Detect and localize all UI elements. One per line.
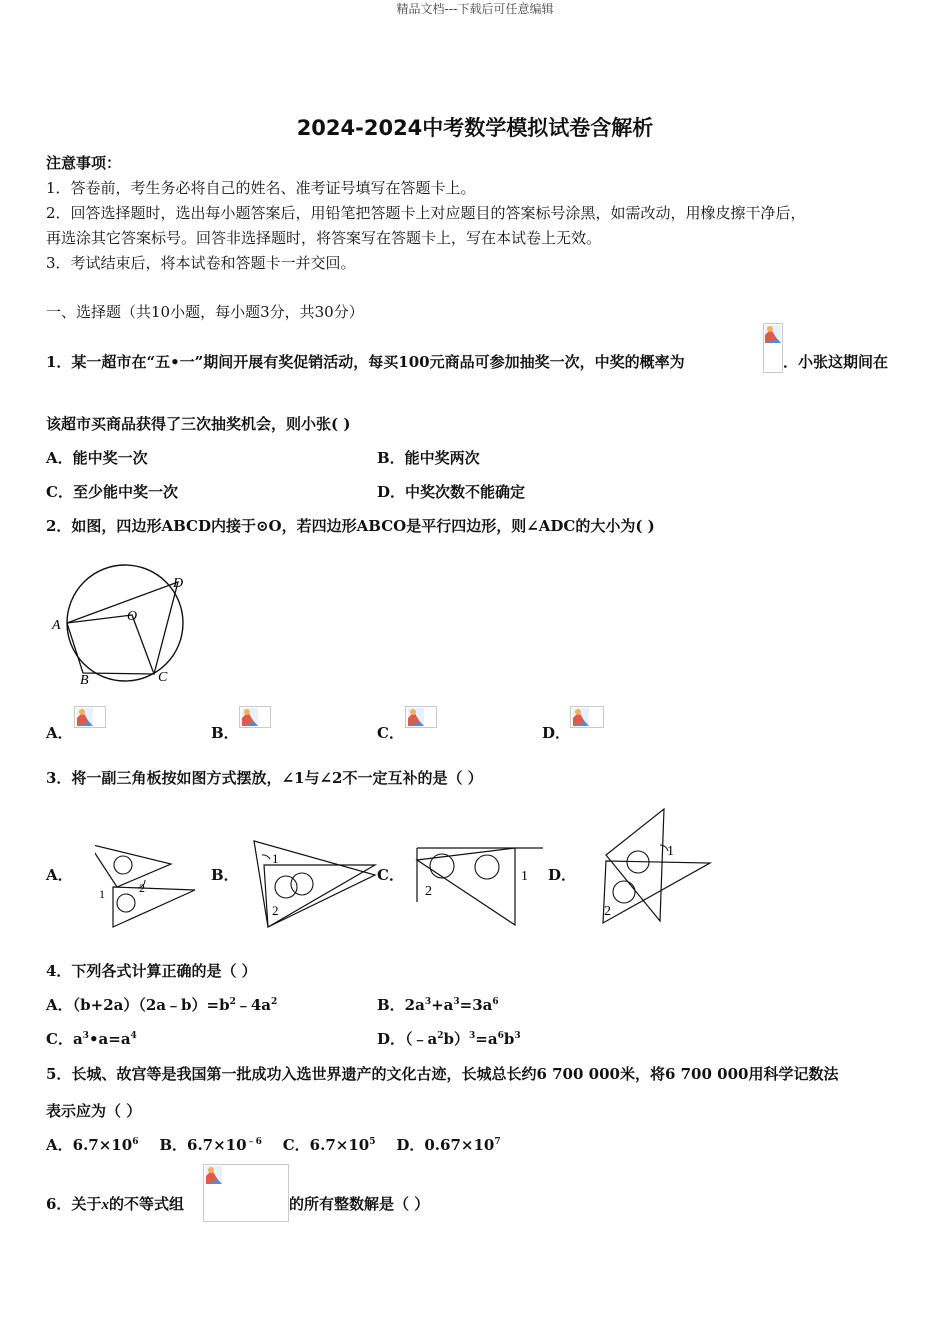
q4-text: 4．下列各式计算正确的是（ ）: [46, 962, 257, 980]
parallelogram-abco: [67, 615, 154, 674]
angle-1-label: 1: [272, 851, 279, 866]
angle-1-label: 1: [667, 844, 674, 859]
label-d: D: [173, 576, 184, 591]
angle-2-label: 2: [139, 881, 145, 895]
q1-text-b: ．小张这期间在: [783, 353, 889, 371]
q6-inequality-image: [203, 1164, 289, 1222]
q6-text-c: 的所有整数解是（ ）: [289, 1195, 430, 1213]
q1-option-d: D．中奖次数不能确定: [377, 483, 526, 501]
q1-probability-image: [763, 323, 783, 373]
q2-option-b-image: [239, 706, 271, 728]
circle-o: [67, 565, 183, 681]
q3-option-d: D．: [548, 866, 577, 884]
q5-text-a: 5．长城、故宫等是我国第一批成功入选世界遗产的文化古迹，长城总长约6 700 000米，将6 700 000用科学记数法: [46, 1065, 839, 1083]
q2-circle-figure: [48, 560, 193, 690]
broken-image-icon: [76, 708, 94, 726]
broken-image-icon: [205, 1166, 223, 1184]
q4-option-d: D．$(﹣a^2b)^3=a^6b^3$: [377, 1030, 521, 1048]
broken-image-icon: [241, 708, 259, 726]
broken-image-icon: [765, 325, 781, 343]
q2-option-d-image: [570, 706, 604, 728]
notice-item-2a: 2．回答选择题时，选出每小题答案后，用铅笔把答题卡上对应题目的答案标号涂黑，如需改动，用橡皮擦干净后，: [46, 204, 806, 222]
notice-item-3: 3．考试结束后，将本试卷和答题卡一并交回。: [46, 254, 356, 272]
q6-text: 6．关于x的不等式组: [46, 1195, 184, 1213]
angle-2-label: 2: [272, 903, 279, 918]
q3-figure-b: [250, 835, 380, 930]
notice-item-1: 1．答卷前，考生务必将自己的姓名、准考证号填写在答题卡上。: [46, 179, 476, 197]
q5-option-d: D．$0.67\times 10^7$: [396, 1136, 501, 1154]
notice-item-2b: 再选涂其它答案标号。回答非选择题时，将答案写在答题卡上，写在本试卷上无效。: [46, 229, 602, 247]
q4-option-c: C．$a^3•a=a^4$: [46, 1030, 137, 1048]
q3-figure-a: [95, 840, 200, 930]
q1-text-c: 该超市买商品获得了三次抽奖机会，则小张( ): [46, 415, 351, 433]
label-a: A: [52, 618, 61, 633]
chords-ad-dc: [67, 582, 178, 674]
q2-option-c-image: [405, 706, 437, 728]
angle-2-label: 2: [604, 904, 611, 919]
label-c: C: [158, 670, 168, 685]
q5-options: [46, 1134, 501, 1155]
q1-option-a: A．能中奖一次: [46, 449, 148, 467]
q3-text: 3．将一副三角板按如图方式摆放，∠1与∠2不一定互补的是（ ）: [46, 769, 483, 787]
q5-option-c: C．$6.7\times 10^5$: [282, 1136, 376, 1154]
angle-1-label: 1: [99, 887, 105, 901]
q2-option-a: A．: [46, 724, 73, 742]
label-o: O: [127, 609, 138, 624]
angle-1-label: 1: [521, 869, 528, 884]
q4-option-a: A．$(b+2a)(2a﹣b)=b^2﹣4a^2$: [46, 996, 278, 1014]
page-title: 2024-2024中考数学模拟试卷含解析: [296, 116, 654, 140]
broken-image-icon: [407, 708, 425, 726]
broken-image-icon: [572, 708, 590, 726]
section-heading: 一、选择题（共10小题，每小题3分，共30分）: [46, 303, 364, 321]
q5-option-b: B．$6.7\times 10^{﹣6}$: [159, 1136, 262, 1154]
notice-heading: 注意事项：: [46, 154, 122, 172]
q2-option-b: B．: [211, 724, 239, 742]
label-b: B: [80, 673, 89, 688]
q2-option-a-image: [74, 706, 106, 728]
q2-option-d: D．: [542, 724, 571, 742]
q3-option-a: A．: [46, 866, 73, 884]
q2-option-c: C．: [377, 724, 404, 742]
q3-option-b: B．: [211, 866, 239, 884]
q1-option-b: B．能中奖两次: [377, 449, 480, 467]
q4-option-b: B．$2a^3+a^3=3a^6$: [377, 996, 499, 1014]
q5-option-a: A．$6.7\times 10^6$: [46, 1136, 139, 1154]
q3-figure-c: [415, 840, 545, 930]
q3-option-c: C．: [377, 866, 404, 884]
header-note: 精品文档---下载后可任意编辑: [396, 2, 554, 16]
q2-text: 2．如图，四边形ABCD内接于⊙O，若四边形ABCO是平行四边形，则∠ADC的大小为( ): [46, 517, 655, 535]
q5-text-b: 表示应为（ ）: [46, 1102, 142, 1120]
q1-text-a: 1．某一超市在“五•一”期间开展有奖促销活动，每买100元商品可参加抽奖一次，中奖的概率为: [46, 353, 685, 371]
q3-figure-d: [598, 805, 713, 930]
q1-option-c: C．至少能中奖一次: [46, 483, 178, 501]
angle-2-label: 2: [425, 884, 432, 899]
